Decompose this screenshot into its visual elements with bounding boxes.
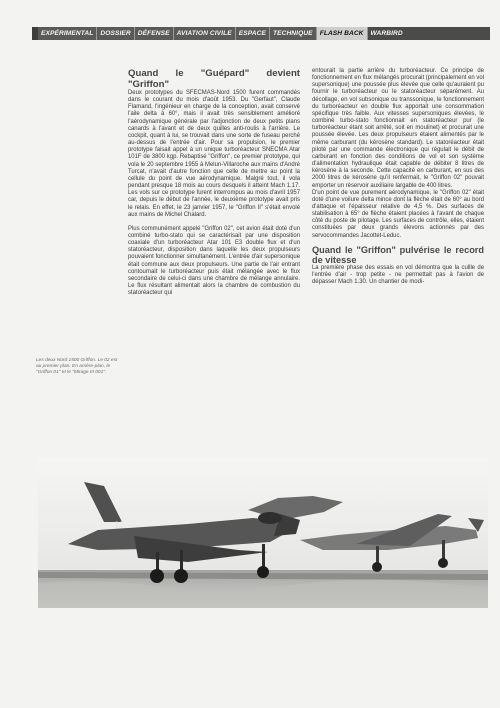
tab-aviation-civile[interactable]: AVIATION CIVILE	[173, 27, 235, 40]
section-tabs	[38, 27, 490, 40]
tab-warbird[interactable]: WARBIRD	[367, 27, 490, 40]
tab-espace[interactable]: ESPACE	[235, 27, 269, 40]
paragraph: entourait la partie arrière du turboréacteur. Ce principe de fonctionnement en flux mélangés procurait (principalement en vol supersonique) une poussée plus élevée que celle qu'auraient pu fournir le turboréacteur ou le statoréacteur séparément. Au décollage, en vol subsonique ou transsonique, le fonctionnement du turboréacteur en double flux apportait une consommation spécifique très faible. Aux vitesses supersoniques élevées, le combiné turbo-stato fonctionnait en statoréacteur pur (le turboréacteur étant soit arrêté, soit en moulinet) et procurait une poussée élevée. Les deux propulseurs étaient alimentés par le même carburant (du kérosène standard). Le statoréacteur était piloté par une commande électronique qui régulait le débit de carburant en fonction des conditions de vol et son système d'alimentation hydraulique était capable de débiter 8 litres de kérosène à la seconde. Cette capacité en carburant, en sus des 2000 litres de kérosène qu'il renfermait, le "Griffon 02" pouvait emporter un réservoir auxiliaire largable de 400 litres.	[312, 68, 484, 189]
paragraph: La première phase des essais en vol démontra que la cullle de l'entrée d'air - trop petite - ne permettait pas à l'avion de dépasser Mach 1.30. Un chantier de modi-	[312, 264, 484, 286]
tab-technique[interactable]: TECHNIQUE	[269, 27, 316, 40]
article-column-1	[128, 68, 300, 297]
tab-experimental[interactable]: EXPÉRIMENTAL	[38, 27, 96, 40]
article-column-2	[312, 68, 484, 286]
tab-dossier[interactable]: DOSSIER	[96, 27, 133, 40]
tab-defense[interactable]: DÉFENSE	[134, 27, 173, 40]
photo-caption: Les deux Nord 1500 Griffon. Le 02 est au premier plan. En arrière-plan, le "Griffon 01" et le "Mirage III 001".	[36, 358, 118, 375]
paragraph: D'un point de vue purement aérodynamique, le "Griffon 02" était doté d'une voilure delta mince dont la flèche était de 60° au bord d'attaque et l'épaisseur relative de 4,5 %. Des surfaces de stabilisation à 65° de flèche étaient placées à l'avant de chaque côté du poste de pilotage. Les surfaces de contrôle, elles, étaient constituées par deux grands élevons actionnés par des servocommandes Jacottet-Leduc.	[312, 189, 484, 239]
paragraph: Deux prototypes du SFECMAS-Nord 1500 furent commandés dans le courant du mois d'août 1953. Du "Gerfaut", Claude Flamand, l'ingénieur en charge de la conception, avait conservé l'aile delta à 60°, mais il avait très sensiblement amélioré l'aérodynamique générale par l'adjonction de deux petits plans canards à l'avant et de deux quilles anti-roulis à l'arrière. Le cockpit, quant à lui, se trouvait dans une sorte de fuseau perché au-dessus de l'entrée d'air. Pour sa propulsion, le premier prototype faisait appel à un unique turboréacteur SNECMA Atar 101F de 3800 kgp. Rebaptisé "Griffon", ce premier prototype, qui vola le 20 septembre 1955 à Melun-Villaroche aux mains d'André Turcat, n'avait d'autre fonction que celle de mettre au point la cellule du point de vue aérodynamique. Malgré tout, il vola pendant presque 18 mois au cours desquels il atteint Mach 1.17. Les vols sur ce prototype furent interrompus au mois d'avril 1957 car, depuis le début de l'année, le deuxième prototype avait pris le relais. En effet, le 23 janvier 1957, le "Griffon II" s'était envolé aux mains de Michel Chalard.	[128, 90, 300, 218]
section-subtitle: Quand le "Griffon" pulvérise le record de vitesse	[312, 244, 484, 265]
aircraft-photo	[38, 458, 488, 608]
article-title: Quand le "Guépard" devient "Griffon"	[128, 68, 300, 90]
paragraph: Plus communément appelé "Griffon 02", cet avion était doté d'un combiné turbo-stato qui se caractérisait par une disposition coaxiale d'un turboréacteur Atar 101 E3 double flux et d'un statoréacteur, disposition dans laquelle les deux propulseurs pouvaient fonctionner simultanément. L'entrée d'air supersonique était commune aux deux propulseurs. Une partie de l'air entrant contournait le turboréacteur puis était mélangée avec le flux secondaire de celui-ci dans une chambre de mélange annulaire. Le flux résultant alimentait alors la chambre de combustion du statoréacteur qui	[128, 225, 300, 297]
tab-flash-back[interactable]: FLASH BACK	[316, 27, 367, 40]
aircraft-marking: 10	[114, 520, 125, 530]
